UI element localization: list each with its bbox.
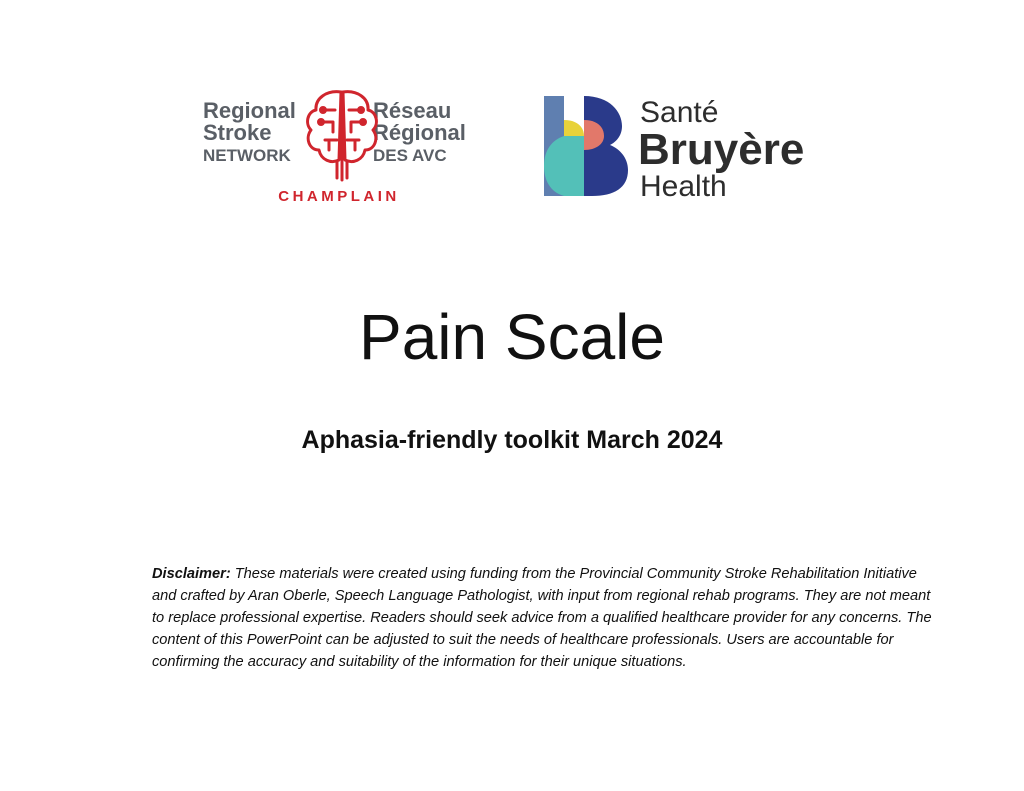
- disclaimer: [152, 563, 942, 673]
- logo-left-fr-line1: Réseau: [373, 98, 452, 123]
- regional-stroke-network-logo: [203, 88, 475, 206]
- page-title: Pain Scale: [359, 301, 665, 373]
- sante-bruyere-health-logo: [540, 92, 840, 202]
- logo-right-line1: Santé: [640, 96, 719, 129]
- logo-left-en-line1: Regional: [203, 98, 296, 123]
- logo-left-en-line3: NETWORK: [203, 146, 291, 165]
- logo-right-line3: Health: [640, 170, 727, 202]
- logo-right-line2: Bruyère: [638, 125, 805, 174]
- disclaimer-text: These materials were created using funding from the Provincial Community Stroke Rehabilitation Initiative and crafted by Aran Oberle, Speech Language Pathologist, with input from regional rehab programs. They are not meant to replace professional expertise. Readers should seek advice from a qualified healthcare provider for any concerns. The content of this PowerPoint can be adjusted to suit the needs of healthcare professionals. Users are accountable for confirming the accuracy and suitability of the information for their unique situations.: [152, 566, 932, 670]
- logo-left-region: CHAMPLAIN: [278, 188, 400, 205]
- brain-icon: [308, 92, 377, 180]
- logo-left-en-line2: Stroke: [203, 120, 272, 145]
- logo-left-fr-line3: DES AVC: [373, 146, 447, 165]
- disclaimer-label: Disclaimer:: [152, 566, 231, 582]
- logo-left-fr-line2: Régional: [373, 120, 466, 145]
- page-subtitle: Aphasia-friendly toolkit March 2024: [301, 426, 723, 454]
- bruyere-b-icon: [544, 96, 628, 196]
